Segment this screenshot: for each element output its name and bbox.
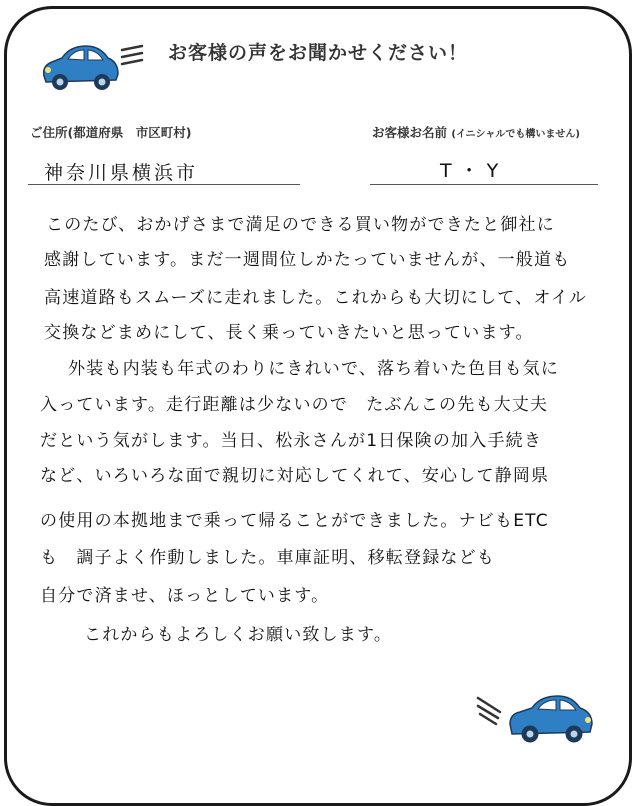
message-line: 自分で済ませ、ほっとしています。 — [40, 586, 330, 606]
car-icon — [38, 40, 122, 92]
message-line: も 調子よく作動しました。車庫証明、移転登録なども — [40, 548, 495, 568]
name-label — [372, 123, 580, 141]
message-line: このたび、おかげさまで満足のできる買い物ができたと御社に — [46, 215, 555, 235]
message-line: これからもよろしくお願い致します。 — [84, 625, 393, 645]
address-value: 神奈川県横浜市 — [44, 162, 199, 184]
name-label-note: (イニシャルでも構いません) — [451, 129, 580, 140]
speed-lines-icon — [118, 44, 148, 72]
page-title: お客様の声をお聞かせください！ — [168, 42, 469, 64]
message-line: の使用の本拠地まで乗って帰ることができました。ナビもETC — [40, 511, 549, 531]
name-underline — [370, 184, 598, 185]
message-line: 外装も内装も年式のわりにきれいで、落ち着いた色目も気に — [68, 359, 560, 379]
message-line: 交換などまめにして、長く乗っていきたいと思っています。 — [44, 323, 534, 343]
car-icon — [506, 690, 596, 746]
message-line: だという気がします。当日、松永さんが1日保険の加入手続き — [40, 431, 543, 451]
address-underline — [28, 184, 300, 185]
name-label-text: お客様お名前 — [372, 125, 448, 140]
message-line: 高速道路もスムーズに走れました。これからも大切にして、オイル — [44, 288, 588, 308]
address-label: ご住所(都道府県 市区町村) — [30, 125, 192, 140]
message-line: 感謝しています。まだ一週間位しかたっていませんが、一般道も — [44, 250, 571, 270]
message-line: 入っています。走行距離は少ないので たぶんこの先も大丈夫 — [40, 395, 549, 415]
message-line: など、いろいろな面で親切に対応してくれて、安心して静岡県 — [40, 466, 550, 486]
speed-lines-icon — [474, 694, 508, 728]
name-value: T・Y — [440, 160, 507, 182]
